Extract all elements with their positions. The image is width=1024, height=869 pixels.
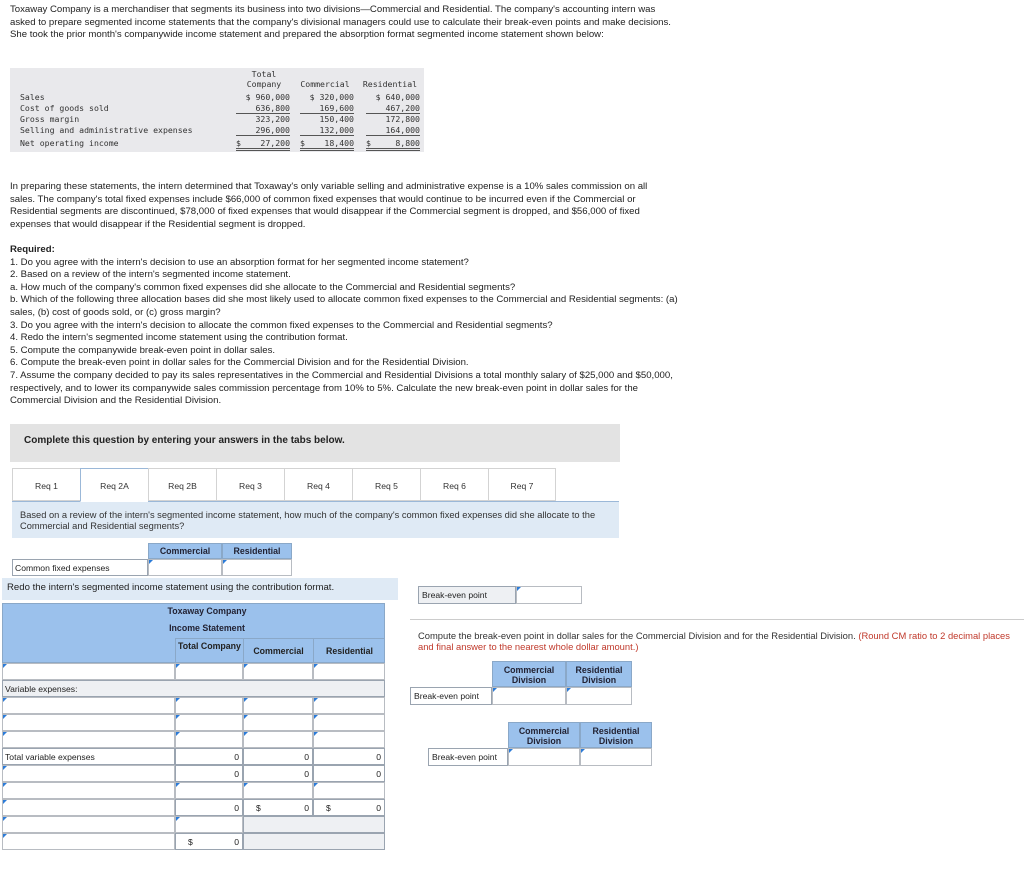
req7-row-label: Break-even point xyxy=(428,748,508,766)
row-selling-admin: Selling and administrative expenses 296,000 132,000 164,000 xyxy=(20,125,420,135)
cm-total: 0 xyxy=(234,769,239,779)
tab-req-7[interactable]: Req 7 xyxy=(488,468,556,501)
required-item: 4. Redo the intern's segmented income statement using the contribution format. xyxy=(10,332,348,344)
row-sales: Sales $ 960,000 $ 320,000 $ 640,000 xyxy=(20,92,420,102)
req5-breakeven-input[interactable] xyxy=(516,586,582,604)
req2a-col-residential: Residential xyxy=(222,543,292,559)
total-input[interactable] xyxy=(175,731,243,748)
tab-req-4[interactable]: Req 4 xyxy=(284,468,352,501)
req2a-commercial-input[interactable] xyxy=(148,559,222,576)
segment-margin-residential: 0 xyxy=(376,803,381,813)
required-item: 1. Do you agree with the intern's decision to use an absorption format for her segmented income statement? xyxy=(10,256,469,268)
total-variable-residential: 0 xyxy=(376,752,381,762)
total-variable-total: 0 xyxy=(234,752,239,762)
dollar-sign: $ xyxy=(188,837,193,847)
req2a-residential-input[interactable] xyxy=(222,559,292,576)
req6-residential-input[interactable] xyxy=(566,687,632,705)
row-label-input[interactable] xyxy=(2,799,175,816)
segment-margin-total: 0 xyxy=(234,803,239,813)
req6-prompt: Compute the break-even point in dollar sales for the Commercial Division and for the Residential Division. (Round CM ratio to 2 decimal places and final answer to the nearest whole dollar amount.) xyxy=(418,630,1010,652)
req6-col-commercial: Commercial Division xyxy=(492,661,566,687)
col-header-commercial: Commercial xyxy=(300,79,350,89)
col-header-commercial: Commercial xyxy=(243,638,313,663)
row-label-input[interactable] xyxy=(2,697,175,714)
residential-input[interactable] xyxy=(313,663,385,680)
residential-input[interactable] xyxy=(313,782,385,799)
statement-name: Income Statement xyxy=(169,623,245,633)
cm-commercial: 0 xyxy=(304,769,309,779)
tab-req-6[interactable]: Req 6 xyxy=(420,468,488,501)
total-input[interactable] xyxy=(175,663,243,680)
net-operating-income-total: 0 xyxy=(234,837,239,847)
total-input[interactable] xyxy=(175,697,243,714)
company-name: Toxaway Company xyxy=(167,606,247,616)
row-label-input[interactable] xyxy=(2,765,175,782)
req6-commercial-input[interactable] xyxy=(492,687,566,705)
required-list xyxy=(10,244,680,408)
statement-rows xyxy=(2,663,385,863)
tab-req-5[interactable]: Req 5 xyxy=(352,468,420,501)
residential-input[interactable] xyxy=(313,731,385,748)
req5-label: Break-even point xyxy=(418,586,516,604)
req2a-row-label: Common fixed expenses xyxy=(12,559,148,576)
required-item: 2. Based on a review of the intern's segmented income statement. xyxy=(10,269,291,281)
commercial-input[interactable] xyxy=(243,663,313,680)
col-header-residential: Residential xyxy=(362,79,418,89)
tab-req-3[interactable]: Req 3 xyxy=(216,468,284,501)
req7-col-commercial: Commercial Division xyxy=(508,722,580,748)
residential-input[interactable] xyxy=(313,697,385,714)
req6-row-label: Break-even point xyxy=(410,687,492,705)
total-input[interactable] xyxy=(175,816,243,833)
assumptions-paragraph: In preparing these statements, the intern determined that Toxaway's only variable selling and administrative expense is a 10% sales commission on all sales. The company's total fixed expenses include $66,000 of common fixed expenses that would continue to be incurred even if the Commercial or Residential segments are discontinued, $78,000 of fixed expenses that would disappear if the Commercial segment is dropped, and $56,000 of fixed expenses that would disappear if the Residential segment is dropped. xyxy=(10,181,648,230)
dollar-sign: $ xyxy=(326,803,331,813)
tab-prompt: Based on a review of the intern's segmented income statement, how much of the company's common fixed expenses did she allocate to the Commercial and Residential segments? xyxy=(12,502,619,538)
row-label-input[interactable] xyxy=(2,782,175,799)
required-item: 6. Compute the break-even point in dollar sales for the Commercial Division and for the Residential Division. xyxy=(10,357,469,369)
row-label-input[interactable] xyxy=(2,731,175,748)
total-variable-expenses-label: Total variable expenses xyxy=(2,748,175,765)
required-item: 5. Compute the companywide break-even point in dollar sales. xyxy=(10,344,276,356)
required-item: 3. Do you agree with the intern's decision to allocate the common fixed expenses to the Commercial and Residential segments? xyxy=(10,319,553,331)
row-gross-margin: Gross margin 323,200 150,400 172,800 xyxy=(20,114,420,124)
tab-req-2a[interactable]: Req 2A xyxy=(80,468,148,502)
row-label-input[interactable] xyxy=(2,663,175,680)
required-item: a. How much of the company's common fixed expenses did she allocate to the Commercial and Residential segments? xyxy=(10,281,516,293)
requirement-tabs xyxy=(12,468,619,502)
required-item: b. Which of the following three allocation bases did she most likely used to allocate common fixed expenses to the Commercial and Residential segments: (a) sales, (b) cost of goods sold, or (c) gross margin? xyxy=(10,294,678,318)
variable-expenses-label: Variable expenses: xyxy=(2,680,385,697)
total-input[interactable] xyxy=(175,714,243,731)
tab-req-1[interactable]: Req 1 xyxy=(12,468,80,501)
commercial-input[interactable] xyxy=(243,782,313,799)
dollar-sign: $ xyxy=(256,803,261,813)
row-net-operating-income: Net operating income $ 27,200 $ 18,400 $ 8,800 xyxy=(10,138,424,150)
col-header-total: Total Company xyxy=(246,69,282,89)
row-label-input[interactable] xyxy=(2,714,175,731)
row-label-input[interactable] xyxy=(2,816,175,833)
commercial-input[interactable] xyxy=(243,731,313,748)
req7-residential-input[interactable] xyxy=(580,748,652,766)
col-header-total-company: Total Company xyxy=(175,638,243,663)
col-header-residential: Residential xyxy=(313,638,385,663)
req7-col-residential: Residential Division xyxy=(580,722,652,748)
required-title: Required: xyxy=(10,244,55,255)
required-item: 7. Assume the company decided to pay its sales representatives in the Commercial and Residential Divisions a total monthly salary of $25,000 and $50,000, respectively, and to lower its companywide sales commission percentage from 10% to 5%. Calculate the new break-even point in dollar sales for the Commercial Division and the Residential Division. xyxy=(10,369,673,407)
segment-margin-commercial: 0 xyxy=(304,803,309,813)
residential-input[interactable] xyxy=(313,714,385,731)
divider xyxy=(410,619,1024,620)
row-label-input[interactable] xyxy=(2,833,175,850)
commercial-input[interactable] xyxy=(243,714,313,731)
contribution-income-statement xyxy=(2,603,385,863)
commercial-input[interactable] xyxy=(243,697,313,714)
instructions-banner: Complete this question by entering your answers in the tabs below. xyxy=(10,424,620,462)
cm-residential: 0 xyxy=(376,769,381,779)
req7-commercial-input[interactable] xyxy=(508,748,580,766)
total-input[interactable] xyxy=(175,782,243,799)
req4-prompt: Redo the intern's segmented income statement using the contribution format. xyxy=(2,578,398,600)
total-variable-commercial: 0 xyxy=(304,752,309,762)
req2a-col-commercial: Commercial xyxy=(148,543,222,559)
row-cogs: Cost of goods sold 636,800 169,600 467,200 xyxy=(20,103,420,113)
tab-req-2b[interactable]: Req 2B xyxy=(148,468,216,501)
intro-paragraph: Toxaway Company is a merchandiser that segments its business into two divisions—Commercial and Residential. The company's accounting intern was asked to prepare segmented income statements that the company's divisional managers could use to calculate their break-even points and make decisions. She took the prior month's companywide income statement and prepared the absorption format segmented income statement shown below: xyxy=(10,4,671,41)
req6-rounding-note: (Round CM ratio to 2 decimal places and final answer to the nearest whole dollar amount.) xyxy=(418,630,1010,652)
req6-col-residential: Residential Division xyxy=(566,661,632,687)
absorption-income-statement xyxy=(10,68,424,152)
